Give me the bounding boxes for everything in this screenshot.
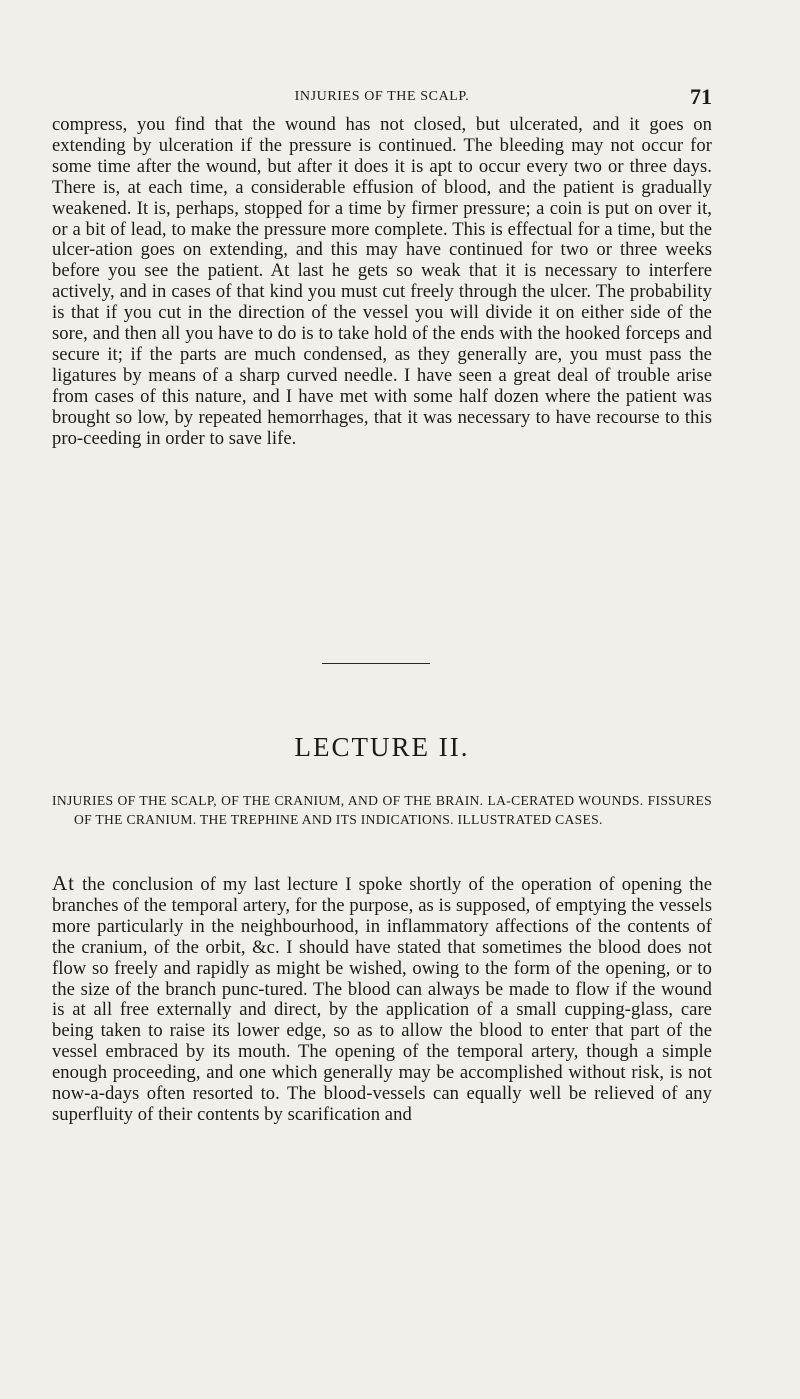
body-paragraph-continued: compress, you find that the wound has not closed, but ulcerated, and it goes on extending by ulceration if the pressure is continued. The bleeding may not occur for some time after the wound, but after it does it is apt to occur every two or three days. There is, at each time, a considerable effusion of blood, and the patient is gradually weakened. It is, perhaps, stopped for a time by firmer pressure; a coin is put on over it, or a bit of lead, to make the pressure more complete. This is effectual for a time, but the ulcer-ation goes on extending, and this may have continued for two or three weeks before you see the patient. At last he gets so weak that it is necessary to interfere actively, and in cases of that kind you must cut freely through the ulcer. The probability is that if you cut in the direction of the vessel you will divide it on either side of the sore, and then all you have to do is to take hold of the ends with the hooked forceps and secure it; if the parts are much condensed, as they generally are, you must pass the ligatures by means of a sharp curved needle. I have seen a great deal of trouble arise from cases of this nature, and I have met with some half dozen where the patient was brought so low, by repeated hemorrhages, that it was necessary to have recourse to this pro-ceeding in order to save life. (52, 114, 712, 449)
running-header (52, 86, 712, 108)
section-divider (322, 663, 430, 664)
opening-paragraph-text: the conclusion of my last lecture I spoke shortly of the operation of opening the branches of the temporal artery, for the purpose, as is supposed, of emptying the vessels more particularly in the neighbourhood, in inflammatory affections of the contents of the cranium, of the orbit, &c. I should have stated that sometimes the blood does not flow so freely and rapidly as might be wished, owing to the form of the opening, or to the size of the branch punc-tured. The blood can always be made to flow if the wound is at all free externally and direct, by the application of a small cupping-glass, care being taken to raise its lower edge, so as to allow the blood to enter that part of the vessel embraced by its mouth. The opening of the temporal artery, though a simple enough proceeding, and one which generally may be accomplished without risk, is not now-a-days often resorted to. The blood-vessels can equally well be relieved of any superfluity of their contents by scarification and (52, 874, 712, 1125)
opening-word: At (52, 871, 75, 895)
page-number: 71 (690, 84, 712, 109)
lecture-heading: LECTURE II. (294, 732, 470, 762)
lecture-synopsis: INJURIES OF THE SCALP, OF THE CRANIUM, AND OF THE BRAIN. LA-CERATED WOUNDS. FISSURES OF THE CRANIUM. THE TREPHINE AND ITS INDICATIONS. ILLUSTRATED CASES. (52, 793, 712, 827)
body-paragraph-opening (52, 873, 712, 1126)
book-page (52, 0, 712, 1399)
running-title: INJURIES OF THE SCALP. (294, 89, 470, 104)
